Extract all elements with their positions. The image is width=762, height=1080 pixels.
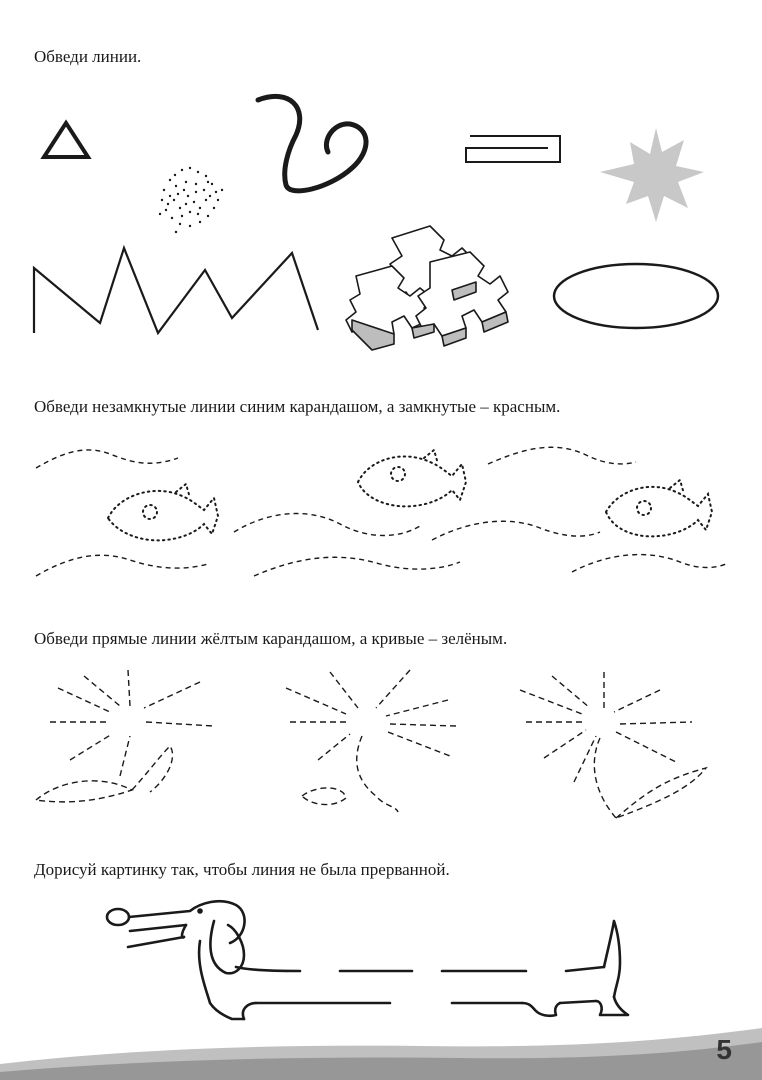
fish-outline bbox=[606, 480, 712, 536]
fish-outline bbox=[358, 450, 466, 506]
wave-line bbox=[36, 555, 208, 576]
dotted-scribble bbox=[159, 167, 223, 233]
rectangle-open-shape bbox=[466, 136, 560, 162]
dashed-rays-group bbox=[520, 672, 706, 818]
puzzle-pieces bbox=[346, 226, 508, 350]
wave-line bbox=[432, 521, 600, 540]
dachshund-drawing bbox=[0, 885, 762, 1035]
dog-tail bbox=[604, 921, 620, 997]
fish-outline bbox=[108, 484, 218, 540]
dog-ear bbox=[210, 921, 244, 973]
dashed-rays-group bbox=[36, 670, 214, 802]
wave-line bbox=[488, 447, 636, 464]
wave-line bbox=[234, 514, 420, 536]
dog-nose bbox=[107, 909, 129, 925]
instruction-complete-picture: Дорисуй картинку так, чтобы линия не была прерванной. bbox=[34, 860, 450, 879]
ellipse-shape bbox=[554, 264, 718, 328]
triangle-shape bbox=[44, 123, 88, 157]
section3-figures bbox=[0, 650, 762, 830]
section2-figures bbox=[0, 420, 762, 600]
page-number: 5 bbox=[716, 1034, 732, 1065]
wave-line bbox=[36, 450, 178, 468]
zigzag-line bbox=[34, 248, 318, 333]
section1-figures bbox=[0, 0, 762, 360]
instruction-straight-curved-lines: Обведи прямые линии жёлтым карандашом, а кривые – зелёным. bbox=[34, 629, 508, 648]
wave-line bbox=[254, 557, 460, 576]
footer-wave bbox=[0, 1020, 762, 1080]
instruction-open-closed-lines: Обведи незамкнутые линии синим карандашом, а замкнутые – красным. bbox=[34, 397, 561, 416]
wave-line bbox=[572, 555, 726, 572]
squiggle-line bbox=[258, 96, 366, 190]
star-shape bbox=[600, 128, 704, 222]
instruction-trace-lines: Обведи линии. bbox=[34, 47, 142, 66]
dashed-rays-group bbox=[286, 670, 456, 812]
